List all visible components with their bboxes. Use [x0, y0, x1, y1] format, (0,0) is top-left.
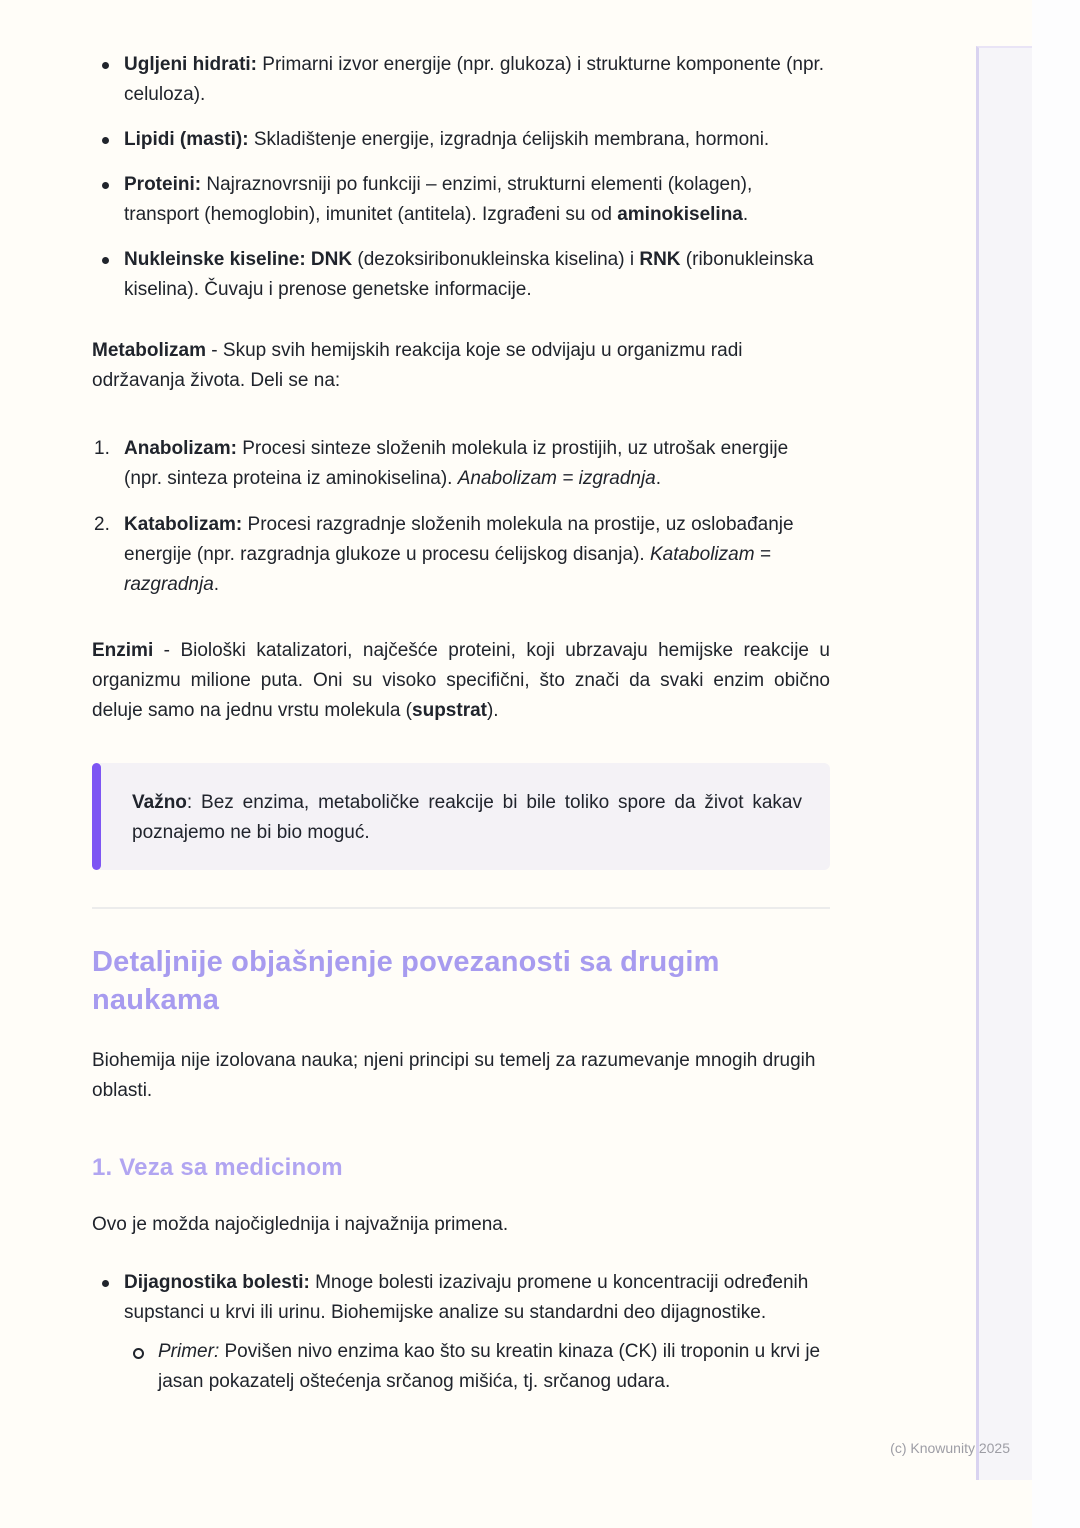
section-divider: [92, 907, 830, 909]
medicine-list: [92, 1268, 830, 1397]
paragraph-enzimi: Enzimi - Biološki katalizatori, najčešće proteini, koji ubrzavaju hemijske reakcije u organizmu milione puta. Oni su visoko specifični, što znači da svaki enzim obično deluje samo na jednu vrstu molekula (supstrat).: [92, 640, 830, 721]
list-item-text: Anabolizam: Procesi sinteze složenih molekula iz prostijih, uz utrošak energije (npr. sinteza proteina iz aminokiselina). Anabolizam = izgradnja.: [124, 438, 789, 489]
circle-bullet-icon: [133, 1348, 144, 1359]
callout-accent-bar: [92, 763, 101, 870]
paragraph-metabolizam: Metabolizam - Skup svih hemijskih reakcija koje se odvijaju u organizmu radi održavanja života. Deli se na:: [92, 340, 743, 391]
paragraph-biohemija: Biohemija nije izolovana nauka; njeni principi su temelj za razumevanje mnogih drugih oblasti.: [92, 1050, 816, 1101]
list-item: [92, 50, 830, 110]
sub-list-item: [124, 1337, 830, 1397]
bullet-icon: [102, 1280, 109, 1287]
list-item: [92, 125, 830, 155]
list-item-text: Lipidi (masti): Skladištenje energije, izgradnja ćelijskih membrana, hormoni.: [124, 129, 770, 150]
paragraph-ovo: Ovo je možda najočiglednija i najvažnija primena.: [92, 1214, 509, 1235]
sub-list-item-text: Primer: Povišen nivo enzima kao što su kreatin kinaza (CK) ili troponin u krvi je jasan pokazatelj oštećenja srčanog mišića, tj. srčanog udara.: [158, 1341, 821, 1392]
right-margin-area: [1032, 0, 1080, 1528]
numbered-list-item: [94, 434, 830, 494]
bullet-icon: [102, 62, 109, 69]
numbered-list-item: [94, 510, 830, 600]
list-item-text: Ugljeni hidrati: Primarni izvor energije (npr. glukoza) i strukturne komponente (npr. celuloza).: [124, 54, 825, 105]
bullet-icon: [102, 137, 109, 144]
list-item: [92, 1268, 830, 1397]
bullet-icon: [102, 182, 109, 189]
callout-text: Važno: Bez enzima, metaboličke reakcije bi bile toliko spore da život kakav poznajemo ne bi bio moguć.: [132, 792, 802, 843]
list-item-text: Proteini: Najraznovrsniji po funkciji – enzimi, strukturni elementi (kolagen), transport (hemoglobin), imunitet (antitela). Izgrađeni su od aminokiselina.: [124, 174, 753, 225]
copyright-notice: (c) Knowunity 2025: [890, 1440, 1010, 1456]
list-item-text: Katabolizam: Procesi razgradnje složenih molekula na prostije, uz oslobađanje energije (npr. razgradnja glukoze u procesu ćelijskog disanja). Katabolizam = razgradnja.: [124, 514, 794, 595]
example-sublist: [124, 1337, 830, 1397]
list-item: [92, 245, 830, 305]
section-heading: Detaljnije objašnjenje povezanosti sa drugim naukama: [92, 946, 720, 1016]
bullet-icon: [102, 257, 109, 264]
metabolism-types-list: [92, 434, 830, 600]
list-number: 2.: [94, 514, 110, 535]
important-callout: [92, 763, 830, 870]
list-item-text: Nukleinske kiseline: DNK (dezoksiribonukleinska kiselina) i RNK (ribonukleinska kiselina). Čuvaju i prenose genetske informacije.: [124, 249, 814, 300]
list-number: 1.: [94, 438, 110, 459]
list-item: [92, 170, 830, 230]
page-edge-gutter: [976, 46, 1032, 1480]
biomolecules-list: [92, 50, 830, 305]
list-item-text: Dijagnostika bolesti: Mnoge bolesti izazivaju promene u koncentraciji određenih supstanci u krvi ili urinu. Biohemijske analize su standardni deo dijagnostike.: [124, 1272, 809, 1323]
document-content: [92, 50, 830, 1428]
subsection-heading: 1. Veza sa medicinom: [92, 1154, 343, 1181]
